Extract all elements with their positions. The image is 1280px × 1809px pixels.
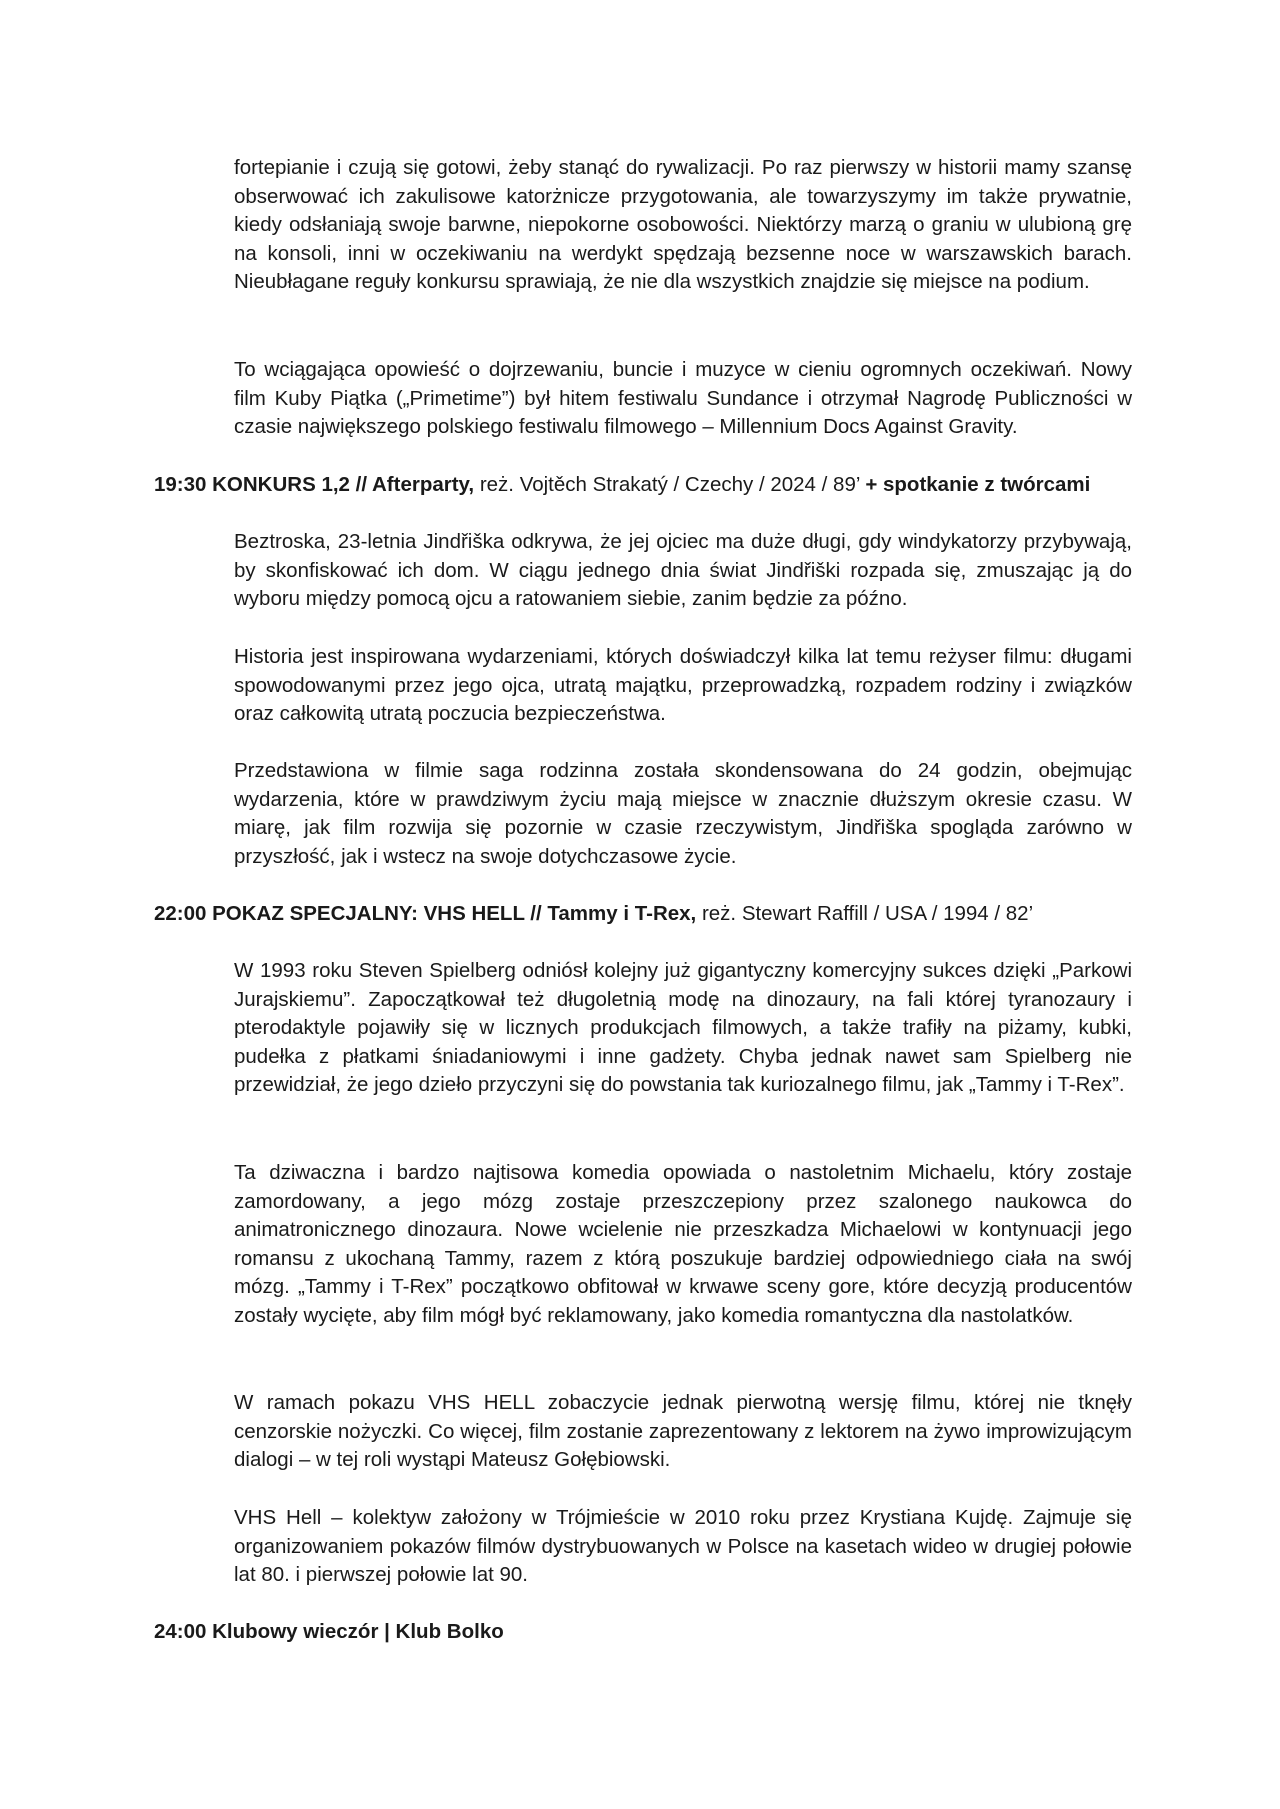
- afterparty-paragraph-2: Historia jest inspirowana wydarzeniami, których doświadczył kilka lat temu reżyser filmu: długami spowodowanymi przez jego ojca, utratą majątku, przeprowadzką, rozpadem rodziny i związków oraz całkowitą utratą poczucia bezpieczeństwa.: [234, 645, 1132, 726]
- event-time-title: 24:00 Klubowy wieczór | Klub Bolko: [154, 1620, 504, 1643]
- vhs-paragraph-1: W 1993 roku Steven Spielberg odniósł kolejny już gigantyczny komercyjny sukces dzięki „Parkowi Jurajskiemu”. Zapoczątkował też długoletnią modę na dinozaury, na fali której tyranozaury i pterodaktyle pojawiły się w licznych produkcjach filmowych, a także trafiły na piżamy, kubki, pudełka z płatkami śniadaniowymi i inne gadżety. Chyba jednak nawet sam Spielberg nie przewidział, że jego dzieło przyczyni się do powstania tak kuriozalnego filmu, jak „Tammy i T-Rex”.: [234, 959, 1132, 1097]
- intro-paragraph-1: fortepianie i czują się gotowi, żeby stanąć do rywalizacji. Po raz pierwszy w historii mamy szansę obserwować ich zakulisowe katorżnicze przygotowania, ale towarzyszymy im także prywatnie, kiedy odsłaniają swoje barwne, niepokorne osobowości. Niektórzy marzą o graniu w ulubioną grę na konsoli, inni w oczekiwaniu na werdykt spędzają bezsenne noce w warszawskich barach. Nieubłagane reguły konkursu sprawiają, że nie dla wszystkich znajdzie się miejsce na podium.: [234, 156, 1132, 294]
- event-credits: reż. Stewart Raffill / USA / 1994 / 82’: [696, 902, 1034, 925]
- event-heading-club: [154, 1618, 1144, 1647]
- event-heading-afterparty: [154, 471, 1144, 500]
- event-time-title: 19:30 KONKURS 1,2 // Afterparty,: [154, 473, 475, 496]
- event-heading-vhs-hell: [154, 900, 1144, 929]
- afterparty-paragraph-3: Przedstawiona w filmie saga rodzinna została skondensowana do 24 godzin, obejmując wydarzenia, które w prawdziwym życiu mają miejsce w znacznie dłuższym okresie czasu. W miarę, jak film rozwija się pozornie w czasie rzeczywistym, Jindřiška spogląda zarówno w przyszłość, jak i wstecz na swoje dotychczasowe życie.: [234, 759, 1132, 868]
- event-time-title: 22:00 POKAZ SPECJALNY: VHS HELL // Tammy i T-Rex,: [154, 902, 697, 925]
- afterparty-paragraph-1: Beztroska, 23-letnia Jindřiška odkrywa, że jej ojciec ma duże długi, gdy windykatorzy przybywają, by skonfiskować ich dom. W ciągu jednego dnia świat Jindřiški rozpada się, zmuszając ją do wyboru między pomocą ojcu a ratowaniem siebie, zanim będzie za późno.: [234, 530, 1132, 611]
- intro-paragraph-2: To wciągająca opowieść o dojrzewaniu, buncie i muzyce w cieniu ogromnych oczekiwań. Nowy film Kuby Piątka („Primetime”) był hitem festiwalu Sundance i otrzymał Nagrodę Publiczności w czasie największego polskiego festiwalu filmowego – Millennium Docs Against Gravity.: [234, 358, 1132, 439]
- event-credits: reż. Vojtěch Strakatý / Czechy / 2024 / 89’: [474, 473, 866, 496]
- vhs-paragraph-2: Ta dziwaczna i bardzo najtisowa komedia opowiada o nastoletnim Michaelu, który zostaje zamordowany, a jego mózg zostaje przeszczepiony przez szalonego naukowca do animatronicznego dinozaura. Nowe wcielenie nie przeszkadza Michaelowi w kontynuacji jego romansu z ukochaną Tammy, razem z którą poszukuje bardziej odpowiedniego ciała na swój mózg. „Tammy i T-Rex” początkowo obfitował w krwawe sceny gore, które decyzją producentów zostały wycięte, aby film mógł być reklamowany, jako komedia romantyczna dla nastolatków.: [234, 1161, 1132, 1327]
- event-extra: + spotkanie z twórcami: [865, 473, 1091, 496]
- vhs-paragraph-3: W ramach pokazu VHS HELL zobaczycie jednak pierwotną wersję filmu, której nie tknęły cenzorskie nożyczki. Co więcej, film zostanie zaprezentowany z lektorem na żywo improwizującym dialogi – w tej roli wystąpi Mateusz Gołębiowski.: [234, 1391, 1132, 1472]
- vhs-paragraph-4: VHS Hell – kolektyw założony w Trójmieście w 2010 roku przez Krystiana Kujdę. Zajmuje się organizowaniem pokazów filmów dystrybuowanych w Polsce na kasetach wideo w drugiej połowie lat 80. i pierwszej połowie lat 90.: [234, 1506, 1132, 1587]
